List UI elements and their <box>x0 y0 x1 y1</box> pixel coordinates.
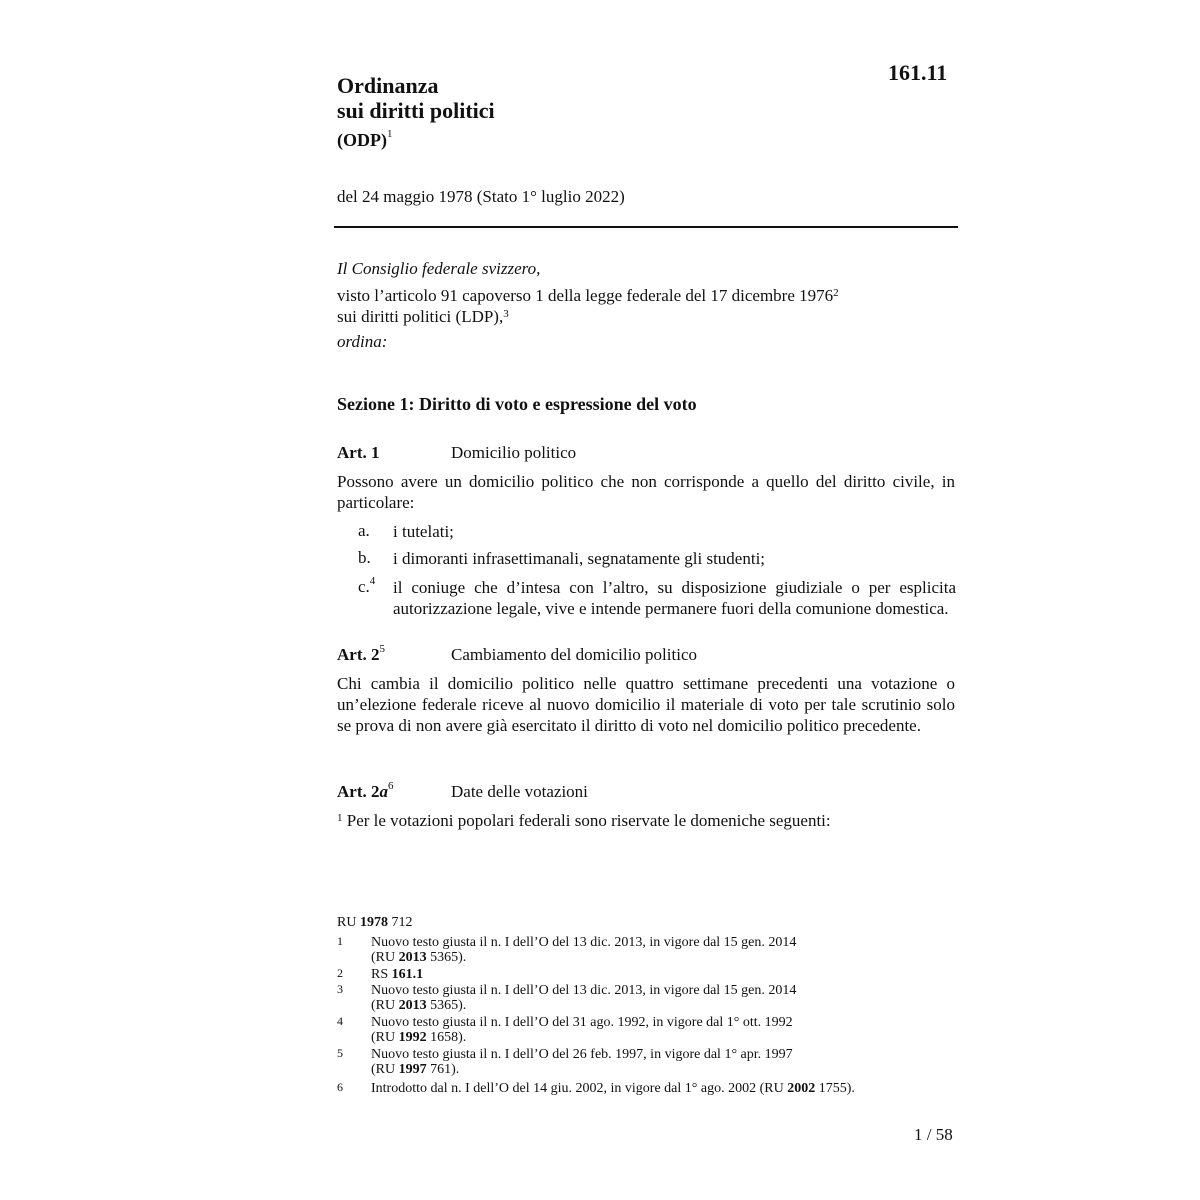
footnote-4-line-2 <box>371 1030 931 1045</box>
footnote-4-text <box>371 1015 931 1045</box>
art-1-item-a-text: i tutelati; <box>393 522 454 541</box>
fn2-prefix: RS <box>371 967 392 982</box>
fn1-year: 2013 <box>398 950 427 965</box>
footnote-3-line-2 <box>371 998 931 1013</box>
fn4-year: 1992 <box>398 1030 427 1045</box>
footnote-ref-3[interactable]: 3 <box>503 308 509 320</box>
footnote-1-text <box>371 935 931 965</box>
preamble-basis-line-2: sui diritti politici (LDP), <box>337 307 504 326</box>
footnote-5-line-2 <box>371 1062 931 1077</box>
art-2a-label: Art. 2 <box>337 782 380 801</box>
art-2a-paragraph-text: Per le votazioni popolari federali sono riservate le domeniche seguenti: <box>346 811 831 830</box>
footnote-ref-4[interactable]: 4 <box>369 575 376 587</box>
preamble-authority: Il Consiglio federale svizzero, <box>337 259 541 278</box>
fn6-l1a: Introdotto dal n. I dell’O del 14 giu. 2002, in vigore dal 1° ago. 2002 (RU <box>371 1081 788 1096</box>
art-2a-suffix: a <box>379 782 388 801</box>
footnote-ref-2[interactable]: 2 <box>833 287 839 299</box>
footnote-5-text <box>371 1047 931 1077</box>
fn5-year: 1997 <box>398 1062 427 1077</box>
footnote-1-line-2 <box>371 950 931 965</box>
fn4-l2c: 1658). <box>426 1030 467 1045</box>
art-2a-number <box>337 782 393 802</box>
art-1-number: Art. 1 <box>337 443 380 462</box>
fn1-l2c: 5365). <box>426 950 467 965</box>
ru-prefix: RU <box>337 915 360 930</box>
footnote-1-line-1: Nuovo testo giusta il n. I dell’O del 13 dic. 2013, in vigore dal 15 gen. 2014 <box>371 935 797 950</box>
footnote-6-text <box>371 1081 951 1096</box>
document-title <box>337 73 495 123</box>
fn3-year: 2013 <box>398 998 427 1013</box>
preamble-basis-line-1: visto l’articolo 91 capoverso 1 della legge federale del 17 dicembre 1976 <box>337 286 834 305</box>
art-2-label: Art. 2 <box>337 645 380 664</box>
art-1-item-c-text: il coniuge che d’intesa con l’altro, su disposizione giudiziale o per esplicita autorizzazione legale, vive e intende permanere fuori della comunione domestica. <box>393 578 956 618</box>
item-c-letter: c. <box>358 577 370 596</box>
footnote-2-text <box>371 967 931 982</box>
footnote-1-number: 1 <box>337 934 343 948</box>
fn1-l2a: (RU <box>371 950 399 965</box>
title-line-1: Ordinanza <box>337 73 439 98</box>
fn6-l1c: 1755). <box>815 1081 855 1096</box>
art-1-item-b-text: i dimoranti infrasettimanali, segnatamente gli studenti; <box>393 549 766 568</box>
fn3-l2a: (RU <box>371 998 399 1013</box>
fn5-l2a: (RU <box>371 1062 399 1077</box>
ru-year: 1978 <box>359 915 388 930</box>
footnote-2-number: 2 <box>337 966 343 980</box>
footnote-4-number: 4 <box>337 1014 343 1028</box>
sr-number: 161.11 <box>888 60 948 85</box>
title-line-2: sui diritti politici <box>337 98 495 123</box>
footnote-3-text <box>371 983 931 1013</box>
preamble-decree: ordina: <box>337 332 388 351</box>
paragraph-number: 1 <box>337 812 343 824</box>
section-1-heading: Sezione 1: Diritto di voto e espressione del voto <box>337 394 697 414</box>
art-1-item-b-mark: b. <box>358 548 371 567</box>
document-abbreviation <box>337 130 392 151</box>
footnote-3-line-1: Nuovo testo giusta il n. I dell’O del 13 dic. 2013, in vigore dal 15 gen. 2014 <box>371 983 797 998</box>
fn5-l2c: 761). <box>426 1062 460 1077</box>
header-divider <box>334 226 958 228</box>
footnote-4-line-1: Nuovo testo giusta il n. I dell’O del 31 ago. 1992, in vigore dal 1° ott. 1992 <box>371 1015 793 1030</box>
footnote-ref-6[interactable]: 6 <box>387 780 394 792</box>
footnote-6-number: 6 <box>337 1080 343 1094</box>
footnote-3-number: 3 <box>337 982 343 996</box>
art-2a-paragraph-1 <box>337 810 955 831</box>
art-2a-title: Date delle votazioni <box>451 782 588 801</box>
fn6-year: 2002 <box>787 1081 816 1096</box>
footnote-5-number: 5 <box>337 1046 343 1060</box>
art-2-body: Chi cambia il domicilio politico nelle quattro settimane precedenti una votazione o un’elezione federale riceve al nuovo domicilio il materiale di voto per tale scrutinio solo se prova di non avere già esercitato il diritto di voto nel domicilio politico precedente. <box>337 674 955 735</box>
art-1-item-c-mark <box>358 577 390 597</box>
fn3-l2c: 5365). <box>426 998 467 1013</box>
ru-reference <box>337 915 412 930</box>
footnote-ref-1[interactable]: 1 <box>386 128 393 140</box>
footnote-ref-5[interactable]: 5 <box>379 643 385 655</box>
preamble-basis <box>337 285 955 327</box>
abbreviation-text: (ODP) <box>337 130 387 150</box>
page-number: 1 / 58 <box>914 1125 953 1144</box>
art-2-number <box>337 645 385 665</box>
art-2-title: Cambiamento del domicilio politico <box>451 645 697 664</box>
art-1-intro: Possono avere un domicilio politico che non corrisponde a quello del diritto civile, in particolare: <box>337 472 955 512</box>
footnote-5-line-1: Nuovo testo giusta il n. I dell’O del 26 feb. 1997, in vigore dal 1° apr. 1997 <box>371 1047 793 1062</box>
ru-page: 712 <box>387 915 413 930</box>
art-1-title: Domicilio politico <box>451 443 577 462</box>
fn2-rs: 161.1 <box>391 967 424 982</box>
art-1-item-a-mark: a. <box>358 521 370 540</box>
document-date: del 24 maggio 1978 (Stato 1° luglio 2022) <box>337 187 625 206</box>
fn4-l2a: (RU <box>371 1030 399 1045</box>
